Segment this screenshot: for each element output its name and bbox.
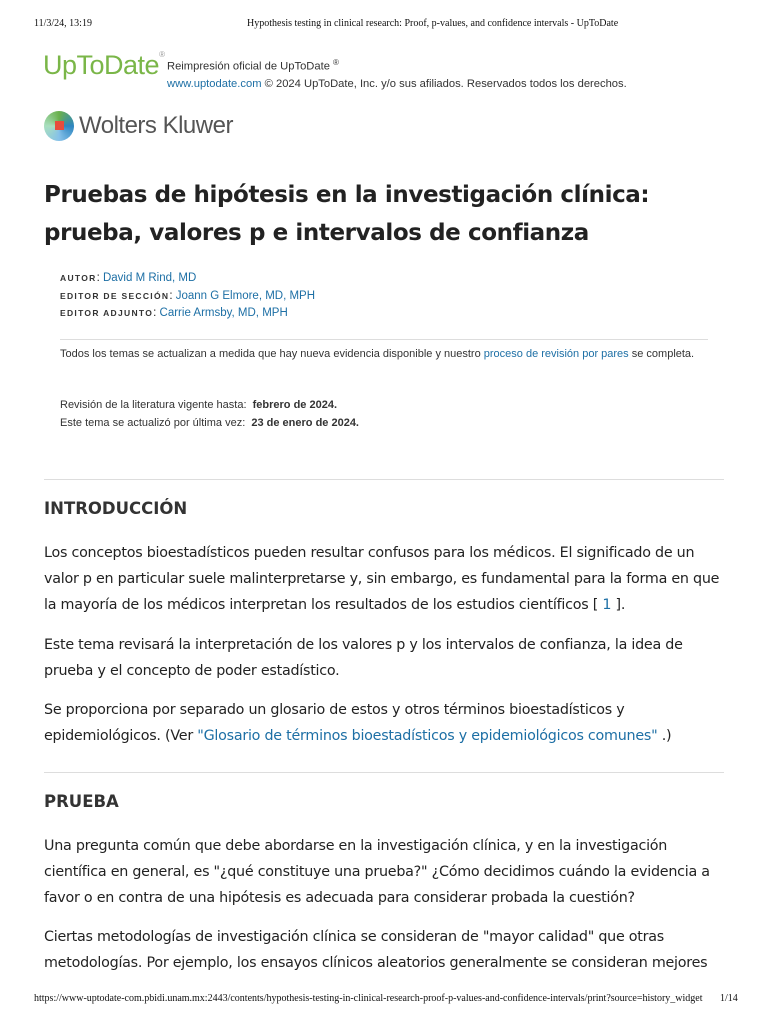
- credit-author-link[interactable]: David M Rind, MD: [102, 272, 197, 284]
- lit-review-date: febrero de 2024.: [252, 399, 337, 411]
- print-datetime: 11/3/24, 13:19: [34, 18, 92, 29]
- intro-paragraph-1: [44, 540, 729, 618]
- page-title: Pruebas de hipótesis en la investigación clínica: prueba, valores p e intervalos de confianza: [44, 182, 650, 246]
- divider: [60, 339, 708, 340]
- updated-label: Este tema se actualizó por última vez:: [60, 416, 246, 429]
- page-number: 1/14: [720, 993, 738, 1004]
- update-notice: [60, 346, 700, 364]
- credit-deputy-editor-link[interactable]: Carrie Armsby, MD, MPH: [159, 307, 288, 319]
- credit-label: EDITOR ADJUNTO: [60, 308, 154, 318]
- print-title: Hypothesis testing in clinical research: Proof, p-values, and confidence intervals - UpToDate: [247, 18, 619, 29]
- credit-label: AUTOR: [60, 273, 97, 283]
- reprint-label: Reimpresión oficial de UpToDate: [167, 60, 330, 73]
- credit-label: EDITOR DE SECCIÓN: [60, 290, 170, 301]
- text: ].: [611, 597, 626, 613]
- notice-text-end: se completa.: [628, 348, 695, 360]
- lit-review-label: Revisión de la literatura vigente hasta:: [60, 399, 247, 411]
- section-heading-introduccion: INTRODUCCIÓN: [44, 499, 188, 518]
- text: Los conceptos bioestadísticos pueden resultar confusos para los médicos. El significado de un valor p en particular suele malinterpretarse y, sin embargo, es fundamental para la forma en que la mayoría de los médicos interpretan los resultados de los estudios científicos [: [44, 545, 720, 613]
- text: Se proporciona por separado un glosario de estos y otros términos bioestadísticos y epidemiológicos. (Ver: [44, 702, 625, 744]
- proof-paragraph-2: Ciertas metodologías de investigación clínica se consideran de "mayor calidad" que otras metodologías. Por ejemplo, los ensayos clínicos aleatorios generalmente se consideran mejores: [44, 929, 708, 971]
- proof-paragraph-1: Una pregunta común que debe abordarse en la investigación clínica, y en la investigación científica en general, es "¿qué constituye una prueba?" ¿Cómo decidimos cuándo la evidencia a favor o en contra de una hipótesis es adecuada para considerar probada la cuestión?: [44, 838, 710, 906]
- print-footer: [34, 993, 768, 1024]
- publisher-name: Wolters Kluwer: [79, 112, 233, 139]
- reference-link[interactable]: 1: [602, 597, 612, 613]
- logo-text: UpToDate: [43, 50, 160, 80]
- footer-url: https://www-uptodate-com.pbidi.unam.mx:2443/contents/hypothesis-testing-in-clinical-research-proof-p-values-and-confidence-intervals/print?source=history_widget: [34, 993, 703, 1004]
- reprint-reg: ®: [333, 58, 339, 67]
- notice-text: Todos los temas se actualizan a medida que hay nueva evidencia disponible y nuestro: [60, 348, 484, 360]
- intro-paragraph-2: Este tema revisará la interpretación de los valores p y los intervalos de confianza, la idea de prueba y el concepto de poder estadístico.: [44, 637, 683, 679]
- section-heading-prueba: PRUEBA: [44, 792, 119, 811]
- divider: [44, 772, 724, 773]
- peer-review-link[interactable]: proceso de revisión por pares: [483, 348, 629, 360]
- review-dates: [60, 397, 700, 432]
- credit-section-editor-link[interactable]: Joann G Elmore, MD, MPH: [175, 289, 316, 302]
- glossary-link[interactable]: "Glosario de términos bioestadísticos y epidemiológicos comunes": [197, 728, 658, 744]
- wolters-kluwer-logo: [44, 111, 233, 141]
- reprint-notice: [167, 54, 627, 93]
- intro-paragraph-3: [44, 697, 729, 749]
- uptodate-logo[interactable]: [43, 50, 164, 81]
- credits: AUTOR: David M Rind, MD EDITOR DE SECCIÓN: Joann G Elmore, MD, MPH EDITOR ADJUNTO: Carrie Armsby, MD, MPH: [60, 272, 316, 319]
- uptodate-link[interactable]: www.uptodate.com: [167, 77, 262, 90]
- divider: [44, 479, 724, 480]
- logo-reg: ®: [159, 50, 165, 59]
- copyright: © 2024 UpToDate, Inc. y/o sus afiliados. Reservados todos los derechos.: [261, 77, 627, 90]
- globe-icon: [44, 111, 74, 141]
- text: .): [657, 728, 672, 744]
- updated-date: 23 de enero de 2024.: [251, 416, 359, 429]
